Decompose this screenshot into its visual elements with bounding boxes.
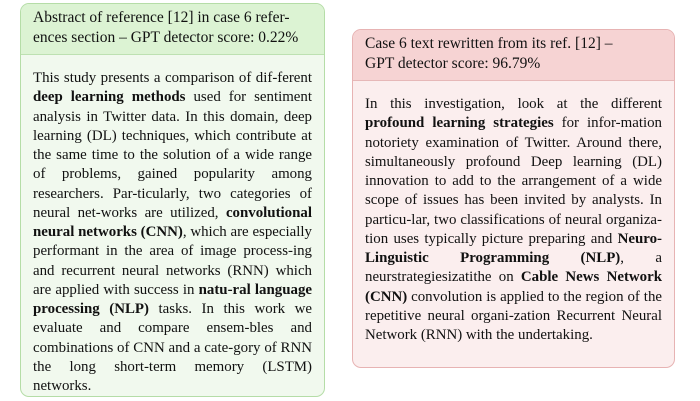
bold-term: natu-ral language processing (NLP) [33,281,312,317]
bold-term: profound learning strategies [365,115,554,132]
bold-term: Cable News Network (CNN) [365,269,662,305]
bold-term: deep learning methods [33,89,186,106]
rewritten-text-box [352,29,675,368]
text-segment: In this investigation, look at the different [365,96,662,112]
rewritten-text-body [353,81,674,345]
text-segment: , which are especially performant in the area of image process-ing and recurrent neural networks (RNN) which are applied with success in [33,224,312,298]
bold-term: Neuro-Linguistic Programming (NLP) [365,230,662,266]
text-segment: This study presents a comparison of dif-ferent [33,70,312,86]
header-line: GPT detector score: 96.79% [365,55,541,72]
text-segment: tasks. In this work we evaluate and compare ensem-bles and combinations of CNN and a cate-gory of RNN the long short-term memory (LSTM) networks. [33,301,312,394]
original-abstract-text [21,55,324,396]
header-line: ences section – GPT detector score: 0.22% [33,29,299,46]
header-line: Case 6 text rewritten from its ref. [12] – [365,35,613,52]
text-segment: , a neurstrategiesizatithe on [365,250,662,286]
bold-term: convolutional neural networks (CNN) [33,204,312,240]
original-abstract-box [20,3,325,397]
original-abstract-header [21,4,324,55]
rewritten-text-header [353,30,674,81]
header-line: Abstract of reference [12] in case 6 refer- [33,9,290,26]
text-segment: for infor-mation notoriety examination of Twitter. Around there, simultaneously profound Deep learning (DL) innovation to add to the arrangement of a wide scope of issues has been invited by analysts. In particu-lar, two classifications of neural organiza-tion uses typically picture preparing and [365,115,662,247]
text-segment: used for sentiment analysis in Twitter data. In this domain, deep learning (DL) techniques, which contribute at the same time to the solution of a wide range of problems, gained popularity among researchers. Par-ticularly, two categories of neural net-works are utilized, [33,89,312,221]
text-segment: convolution is applied to the region of the repetitive neural organi-zation Recurrent Neural Network (RNN) with the undertaking. [365,288,662,343]
